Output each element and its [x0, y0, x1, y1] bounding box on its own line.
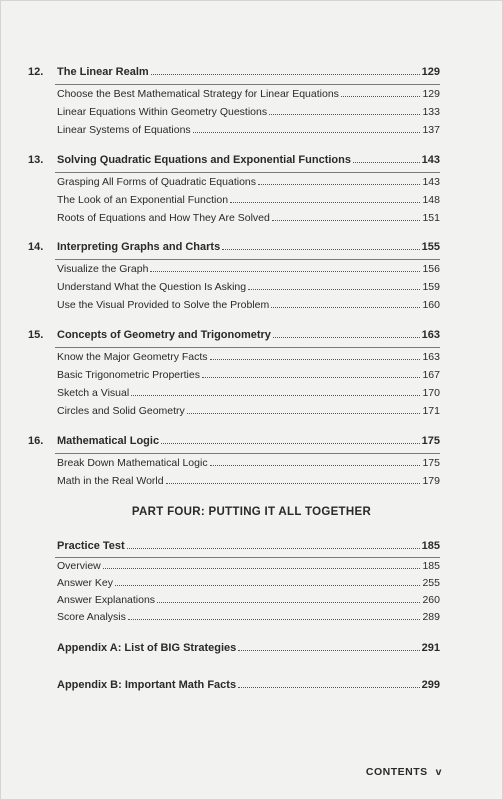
section-title: Visualize the Graph	[57, 263, 149, 275]
section-row[interactable]	[57, 594, 440, 606]
page-number: 289	[422, 611, 440, 623]
chapter-row[interactable]	[28, 241, 440, 253]
leader-dots	[222, 249, 419, 250]
divider	[55, 347, 440, 348]
leader-dots	[258, 184, 420, 185]
leader-dots	[150, 271, 420, 272]
section-row[interactable]	[57, 263, 440, 275]
section-row[interactable]	[57, 281, 440, 293]
page-number: 143	[422, 176, 440, 188]
section-row[interactable]	[57, 212, 440, 224]
divider	[55, 84, 440, 85]
page-number: 175	[421, 435, 440, 447]
section-row[interactable]	[57, 88, 440, 100]
leader-dots	[271, 307, 420, 308]
section-title: The Look of an Exponential Function	[57, 194, 229, 206]
practice-test-title: Practice Test	[57, 540, 125, 552]
section-title: Overview	[57, 560, 101, 572]
section-title: Roots of Equations and How They Are Solved	[57, 212, 270, 224]
leader-dots	[128, 619, 421, 620]
section-title: Basic Trigonometric Properties	[57, 369, 200, 381]
section-row[interactable]	[57, 457, 440, 469]
page-number: 255	[422, 577, 440, 589]
chapter-title: Interpreting Graphs and Charts	[57, 241, 221, 253]
section-title: Score Analysis	[57, 611, 126, 623]
section-row[interactable]	[57, 369, 440, 381]
page-number: 170	[422, 387, 440, 399]
leader-dots	[272, 220, 421, 221]
section-title: Sketch a Visual	[57, 387, 130, 399]
section-row[interactable]	[57, 124, 440, 136]
leader-dots	[193, 132, 421, 133]
section-title: Linear Systems of Equations	[57, 124, 191, 136]
divider	[55, 259, 440, 260]
page-number: 159	[422, 281, 440, 293]
page-number: 143	[421, 154, 440, 166]
leader-dots	[238, 650, 419, 651]
page-number: 260	[422, 594, 440, 606]
divider	[55, 557, 440, 558]
appendix-title: Appendix A: List of BIG Strategies	[57, 642, 237, 654]
page-number: 151	[422, 212, 440, 224]
chapter-row[interactable]	[28, 66, 440, 78]
section-title: Circles and Solid Geometry	[57, 405, 185, 417]
page-number: 167	[422, 369, 440, 381]
chapter-row[interactable]	[28, 329, 440, 341]
chapter-number: 13.	[28, 154, 44, 166]
leader-dots	[161, 443, 420, 444]
running-footer	[366, 766, 442, 778]
leader-dots	[187, 413, 421, 414]
page-number: 137	[422, 124, 440, 136]
section-title: Use the Visual Provided to Solve the Problem	[57, 299, 270, 311]
leader-dots	[210, 359, 421, 360]
leader-dots	[202, 377, 420, 378]
part-title: PART FOUR: PUTTING IT ALL TOGETHER	[131, 506, 372, 518]
footer-page-number: v	[435, 766, 442, 778]
footer-label: CONTENTS	[365, 766, 428, 778]
leader-dots	[273, 337, 420, 338]
page-number: 133	[422, 106, 440, 118]
section-title: Know the Major Geometry Facts	[57, 351, 208, 363]
section-title: Answer Explanations	[57, 594, 156, 606]
section-row[interactable]	[57, 387, 440, 399]
section-row[interactable]	[57, 106, 440, 118]
leader-dots	[248, 289, 420, 290]
appendix-row[interactable]	[57, 679, 440, 691]
section-title: Understand What the Question Is Asking	[57, 281, 247, 293]
chapter-number: 16.	[28, 435, 44, 447]
appendix-title: Appendix B: Important Math Facts	[57, 679, 237, 691]
leader-dots	[230, 202, 420, 203]
leader-dots	[157, 602, 420, 603]
divider	[55, 172, 440, 173]
section-title: Answer Key	[57, 577, 114, 589]
page-number: 185	[421, 540, 440, 552]
leader-dots	[127, 548, 420, 549]
section-row[interactable]	[57, 405, 440, 417]
leader-dots	[151, 74, 420, 75]
leader-dots	[238, 687, 420, 688]
page-number: 148	[422, 194, 440, 206]
page-number: 175	[422, 457, 440, 469]
page-number: 179	[422, 475, 440, 487]
section-row[interactable]	[57, 194, 440, 206]
leader-dots	[115, 585, 420, 586]
page-number: 129	[421, 66, 440, 78]
page-number: 129	[422, 88, 440, 100]
section-row[interactable]	[57, 475, 440, 487]
leader-dots	[341, 96, 421, 97]
page-number: 171	[422, 405, 440, 417]
practice-test-row[interactable]	[57, 540, 440, 552]
section-title: Math in the Real World	[57, 475, 164, 487]
chapter-title: The Linear Realm	[57, 66, 149, 78]
page-number: 291	[421, 642, 440, 654]
chapter-title: Mathematical Logic	[57, 435, 160, 447]
section-title: Grasping All Forms of Quadratic Equations	[57, 176, 257, 188]
leader-dots	[353, 162, 420, 163]
section-title: Choose the Best Mathematical Strategy for Linear Equations	[57, 88, 339, 100]
leader-dots	[131, 395, 420, 396]
chapter-number: 15.	[28, 329, 44, 341]
section-row[interactable]	[57, 299, 440, 311]
page-number: 163	[422, 351, 440, 363]
chapter-row[interactable]	[28, 435, 440, 447]
chapter-row[interactable]	[28, 154, 440, 166]
page-number: 156	[422, 263, 440, 275]
section-row[interactable]	[57, 176, 440, 188]
leader-dots	[269, 114, 420, 115]
page-number: 160	[422, 299, 440, 311]
divider	[55, 453, 440, 454]
section-row[interactable]	[57, 560, 440, 572]
page-number: 155	[421, 241, 440, 253]
chapter-title: Solving Quadratic Equations and Exponential Functions	[57, 154, 351, 166]
leader-dots	[166, 483, 421, 484]
section-title: Break Down Mathematical Logic	[57, 457, 208, 469]
chapter-number: 12.	[28, 66, 44, 78]
chapter-title: Concepts of Geometry and Trigonometry	[57, 329, 271, 341]
appendix-row[interactable]	[57, 642, 440, 654]
page-number: 185	[422, 560, 440, 572]
chapter-number: 14.	[28, 241, 44, 253]
section-row[interactable]	[57, 577, 440, 589]
section-row[interactable]	[57, 611, 440, 623]
page-number: 299	[421, 679, 440, 691]
section-row[interactable]	[57, 351, 440, 363]
leader-dots	[210, 465, 421, 466]
leader-dots	[103, 568, 421, 569]
section-title: Linear Equations Within Geometry Questions	[57, 106, 268, 118]
page-number: 163	[421, 329, 440, 341]
